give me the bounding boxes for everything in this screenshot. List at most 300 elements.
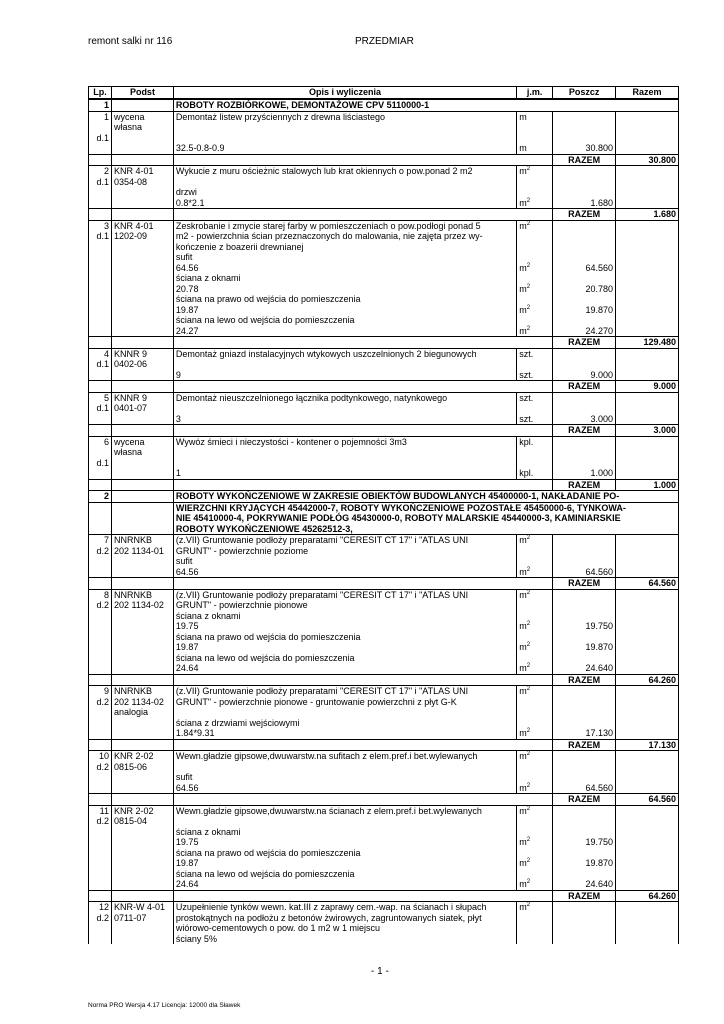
calc-row — [89, 252, 679, 263]
poszcz-value — [553, 632, 616, 643]
position-podst — [111, 783, 173, 794]
calc-row — [89, 718, 679, 729]
poszcz-cell — [553, 697, 616, 708]
position-description: wiórowo-cementowych o pow. do 1 m2 w 1 miejscu — [173, 923, 516, 934]
unit-cell — [517, 632, 553, 643]
calc-text: 0.8*2.1 — [173, 198, 516, 209]
razem-cell — [616, 252, 679, 263]
position-lp — [89, 263, 112, 274]
position-podst — [111, 739, 173, 751]
position-podst — [111, 578, 173, 590]
razem-label: RAZEM — [553, 337, 616, 349]
position-podst — [111, 848, 173, 859]
poszcz-cell — [553, 242, 616, 253]
razem-cell — [616, 273, 679, 284]
razem-cell — [616, 751, 679, 762]
position-row — [89, 231, 679, 242]
calc-text: ściana na prawo od wejścia do pomieszczenia — [173, 632, 516, 643]
section-row — [89, 99, 679, 111]
razem-cell — [616, 913, 679, 924]
section-row — [89, 491, 679, 503]
razem-cell — [616, 869, 679, 880]
position-lp — [89, 783, 112, 794]
calc-text: ściana na lewo od wejścia do pomieszczenia — [173, 869, 516, 880]
poszcz-value: 19.870 — [553, 305, 616, 316]
position-row — [89, 600, 679, 611]
position-podst — [111, 414, 173, 425]
razem-row — [89, 794, 679, 806]
unit-cell — [517, 458, 553, 469]
document-title: PRZEDMIAR — [355, 36, 414, 47]
calc-text: ściana z oknami — [173, 273, 516, 284]
position-podst: NNRNKB — [111, 589, 173, 600]
unit-cell: $m^2$ — [517, 751, 553, 762]
col-header-podst: Podst — [111, 87, 173, 100]
razem-cell — [616, 187, 679, 198]
calc-text: sufit — [173, 252, 516, 263]
razem-cell — [616, 359, 679, 370]
razem-cell — [616, 305, 679, 316]
poszcz-cell — [553, 458, 616, 469]
position-lp: 4 — [89, 348, 112, 359]
position-podst — [111, 198, 173, 209]
position-description: Demontaż listew przyściennych z drewna liściastego — [173, 111, 516, 133]
section-row — [89, 502, 679, 513]
position-lp — [89, 567, 112, 578]
position-description: prostokątnych na podłożu z betonów żwirowych, zagruntowanych siatek, płyt — [173, 913, 516, 924]
position-lp: 8 — [89, 589, 112, 600]
razem-cell — [616, 902, 679, 913]
razem-cell — [616, 546, 679, 557]
position-lp — [89, 869, 112, 880]
razem-row — [89, 209, 679, 221]
calc-row — [89, 187, 679, 198]
unit-cell: szt. — [517, 370, 553, 381]
position-podst: KNR 4-01 — [111, 166, 173, 177]
position-podst: NNRNKB — [111, 686, 173, 697]
unit-cell: $m^2$ — [517, 858, 553, 869]
poszcz-cell — [553, 816, 616, 827]
unit-cell — [517, 315, 553, 326]
position-row — [89, 686, 679, 697]
position-lp: d.1 — [89, 359, 112, 370]
position-description: (z.VII) Gruntowanie podłoży preparatami "CERESIT CT 17" i "ATLAS UNI — [173, 535, 516, 546]
poszcz-value — [553, 848, 616, 859]
unit-cell: $m^2$ — [517, 783, 553, 794]
poszcz-cell — [553, 589, 616, 600]
unit-cell: $m^2$ — [517, 686, 553, 697]
position-podst: KNNR 9 — [111, 392, 173, 403]
poszcz-cell — [553, 762, 616, 773]
poszcz-value — [553, 187, 616, 198]
unit-cell: $m^2$ — [517, 589, 553, 600]
position-description: Wykucie z muru ościeżnic stalowych lub krat okiennych o pow.ponad 2 m2 — [173, 166, 516, 177]
section-title: WIERZCHNI KRYJĄCYCH 45442000-7, ROBOTY WYKOŃCZENIOWE POZOSTAŁE 45450000-6, TYNKOWA- — [173, 502, 678, 513]
razem-row — [89, 381, 679, 393]
poszcz-value: 19.750 — [553, 621, 616, 632]
unit-cell: $m^2$ — [517, 305, 553, 316]
position-podst — [111, 242, 173, 253]
position-description — [173, 209, 552, 221]
document-header-left: remont salki nr 116 — [88, 36, 173, 47]
calc-text: ściana na lewo od wejścia do pomieszczenia — [173, 653, 516, 664]
position-row — [89, 348, 679, 359]
razem-row — [89, 890, 679, 902]
position-lp — [89, 728, 112, 739]
calc-row — [89, 772, 679, 783]
razem-label: RAZEM — [553, 154, 616, 166]
unit-cell: $m^2$ — [517, 198, 553, 209]
position-podst — [111, 837, 173, 848]
position-lp — [89, 934, 112, 945]
unit-cell: szt. — [517, 392, 553, 403]
poszcz-cell — [553, 177, 616, 188]
section-title: ROBOTY ROZBIÓRKOWE, DEMONTAŻOWE CPV 5110000-1 — [173, 99, 678, 111]
unit-cell — [517, 600, 553, 611]
razem-cell — [616, 468, 679, 479]
position-podst — [111, 611, 173, 622]
unit-cell — [517, 611, 553, 622]
razem-cell — [616, 772, 679, 783]
razem-cell — [616, 923, 679, 934]
position-podst: 0354-08 — [111, 177, 173, 188]
position-description: kończenie z boazerii drewnianej — [173, 242, 516, 253]
position-podst: 0815-06 — [111, 762, 173, 773]
position-lp: 9 — [89, 686, 112, 697]
razem-cell — [616, 837, 679, 848]
calc-text: 1.84*9.31 — [173, 728, 516, 739]
unit-cell — [517, 177, 553, 188]
poszcz-value: 64.560 — [553, 263, 616, 274]
position-description — [173, 154, 552, 166]
position-lp — [89, 772, 112, 783]
razem-row — [89, 337, 679, 349]
calc-row — [89, 414, 679, 425]
col-header-poszcz: Poszcz — [553, 87, 616, 100]
position-podst — [111, 154, 173, 166]
position-lp — [89, 858, 112, 869]
poszcz-cell — [553, 133, 616, 144]
razem-label: RAZEM — [553, 890, 616, 902]
calc-text: 19.87 — [173, 305, 516, 316]
position-row — [89, 923, 679, 934]
section-number — [89, 502, 112, 513]
poszcz-value — [553, 772, 616, 783]
unit-cell — [517, 923, 553, 934]
position-row — [89, 707, 679, 718]
position-podst — [111, 567, 173, 578]
col-header-jm: j.m. — [517, 87, 553, 100]
position-lp — [89, 305, 112, 316]
position-description — [173, 816, 516, 827]
position-lp — [89, 198, 112, 209]
unit-cell: $m^2$ — [517, 642, 553, 653]
razem-row — [89, 425, 679, 437]
position-description — [173, 739, 552, 751]
position-podst — [111, 294, 173, 305]
position-lp — [89, 653, 112, 664]
position-lp — [89, 326, 112, 337]
unit-cell: $m^2$ — [517, 567, 553, 578]
unit-cell: kpl. — [517, 436, 553, 458]
position-lp: d.2 — [89, 546, 112, 557]
col-header-lp: Lp. — [89, 87, 112, 100]
razem-cell — [616, 263, 679, 274]
calc-text: ściana na prawo od wejścia do pomieszczenia — [173, 848, 516, 859]
razem-cell — [616, 436, 679, 458]
razem-value: 64.560 — [616, 794, 679, 806]
calc-text: 64.56 — [173, 567, 516, 578]
position-description — [173, 794, 552, 806]
razem-cell — [616, 220, 679, 231]
position-description — [173, 674, 552, 686]
razem-cell — [616, 934, 679, 945]
position-lp: 6 — [89, 436, 112, 458]
position-podst — [111, 305, 173, 316]
unit-cell — [517, 707, 553, 718]
position-lp: 5 — [89, 392, 112, 403]
razem-cell — [616, 414, 679, 425]
position-lp: d.2 — [89, 913, 112, 924]
unit-cell: $m^2$ — [517, 621, 553, 632]
calc-text: ściany 5% — [173, 934, 516, 945]
position-lp: 2 — [89, 166, 112, 177]
position-row — [89, 546, 679, 557]
position-lp — [89, 890, 112, 902]
poszcz-cell — [553, 923, 616, 934]
poszcz-value: 1.680 — [553, 198, 616, 209]
unit-cell — [517, 403, 553, 414]
calc-row — [89, 827, 679, 838]
razem-cell — [616, 403, 679, 414]
page-number: - 1 - — [371, 966, 389, 977]
position-podst: KNR 2-02 — [111, 751, 173, 762]
position-podst — [111, 858, 173, 869]
position-lp — [89, 632, 112, 643]
section-podst-cell — [111, 524, 173, 535]
razem-cell — [616, 284, 679, 295]
razem-value: 64.260 — [616, 674, 679, 686]
position-lp — [89, 556, 112, 567]
razem-cell — [616, 600, 679, 611]
position-lp — [89, 578, 112, 590]
unit-cell: $m^2$ — [517, 663, 553, 674]
position-row — [89, 242, 679, 253]
unit-cell: $m^2$ — [517, 263, 553, 274]
razem-cell — [616, 663, 679, 674]
position-podst — [111, 458, 173, 469]
poszcz-cell — [553, 913, 616, 924]
razem-cell — [616, 111, 679, 133]
calc-text: 24.64 — [173, 879, 516, 890]
position-description: (z.VII) Gruntowanie podłoży preparatami "CERESIT CT 17" i "ATLAS UNI — [173, 589, 516, 600]
position-lp — [89, 739, 112, 751]
position-podst — [111, 263, 173, 274]
position-podst: KNR 4-01 — [111, 220, 173, 231]
calc-text: 3 — [173, 414, 516, 425]
razem-cell — [616, 392, 679, 403]
calc-row — [89, 468, 679, 479]
position-lp — [89, 414, 112, 425]
position-row — [89, 403, 679, 414]
position-podst: KNNR 9 — [111, 348, 173, 359]
calc-row — [89, 370, 679, 381]
unit-cell: $m^2$ — [517, 220, 553, 231]
poszcz-value — [553, 273, 616, 284]
position-podst — [111, 284, 173, 295]
poszcz-value — [553, 827, 616, 838]
calc-row — [89, 783, 679, 794]
position-description — [173, 381, 552, 393]
calc-row — [89, 663, 679, 674]
calc-row — [89, 837, 679, 848]
razem-cell — [616, 198, 679, 209]
position-lp — [89, 879, 112, 890]
position-lp — [89, 707, 112, 718]
position-podst — [111, 653, 173, 664]
position-podst: wycena własna — [111, 436, 173, 458]
section-number: 2 — [89, 491, 112, 503]
position-lp: d.1 — [89, 458, 112, 469]
position-lp — [89, 252, 112, 263]
poszcz-cell — [553, 403, 616, 414]
razem-cell — [616, 621, 679, 632]
razem-cell — [616, 879, 679, 890]
position-lp — [89, 663, 112, 674]
calc-row — [89, 653, 679, 664]
position-podst — [111, 827, 173, 838]
poszcz-value: 19.870 — [553, 858, 616, 869]
poszcz-cell — [553, 166, 616, 177]
position-row — [89, 902, 679, 913]
position-row — [89, 458, 679, 469]
calc-text: drzwi — [173, 187, 516, 198]
table-header-row — [89, 87, 679, 100]
section-title: ROBOTY WYKOŃCZENIOWE 45262512-3, — [173, 524, 678, 535]
poszcz-value: 24.640 — [553, 663, 616, 674]
razem-cell — [616, 858, 679, 869]
position-podst — [111, 674, 173, 686]
position-podst — [111, 187, 173, 198]
razem-cell — [616, 632, 679, 643]
razem-row — [89, 154, 679, 166]
razem-label: RAZEM — [553, 739, 616, 751]
position-lp: d.1 — [89, 177, 112, 188]
calc-row — [89, 556, 679, 567]
position-description: m2 - powierzchnia ścian przeznaczonych do malowania, nie zajęta przez wy- — [173, 231, 516, 242]
calc-text: ściana na prawo od wejścia do pomieszczenia — [173, 294, 516, 305]
poszcz-value — [553, 653, 616, 664]
calc-text: ściana na lewo od wejścia do pomieszczenia — [173, 315, 516, 326]
calc-row — [89, 273, 679, 284]
bill-of-quantities-table — [88, 86, 679, 944]
razem-cell — [616, 231, 679, 242]
poszcz-value — [553, 315, 616, 326]
position-podst — [111, 252, 173, 263]
position-lp — [89, 794, 112, 806]
unit-cell: $m^2$ — [517, 535, 553, 546]
position-row — [89, 220, 679, 231]
poszcz-value: 24.640 — [553, 879, 616, 890]
calc-row — [89, 632, 679, 643]
position-lp — [89, 242, 112, 253]
unit-cell — [517, 653, 553, 664]
poszcz-cell — [553, 546, 616, 557]
razem-cell — [616, 611, 679, 622]
poszcz-cell — [553, 751, 616, 762]
position-row — [89, 697, 679, 708]
razem-cell — [616, 653, 679, 664]
position-lp — [89, 284, 112, 295]
razem-cell — [616, 242, 679, 253]
calc-text: 19.87 — [173, 642, 516, 653]
poszcz-cell — [553, 600, 616, 611]
position-lp — [89, 479, 112, 491]
position-podst: 0815-04 — [111, 816, 173, 827]
razem-cell — [616, 762, 679, 773]
unit-cell: $m^2$ — [517, 326, 553, 337]
calc-text: 19.75 — [173, 837, 516, 848]
calc-row — [89, 143, 679, 154]
poszcz-cell — [553, 111, 616, 133]
unit-cell — [517, 294, 553, 305]
position-description — [173, 177, 516, 188]
unit-cell — [517, 827, 553, 838]
position-podst: 1202-09 — [111, 231, 173, 242]
razem-label: RAZEM — [553, 479, 616, 491]
position-podst: 202 1134-01 — [111, 546, 173, 557]
razem-cell — [616, 556, 679, 567]
position-lp: d.2 — [89, 600, 112, 611]
position-row — [89, 359, 679, 370]
razem-cell — [616, 783, 679, 794]
unit-cell: $m^2$ — [517, 166, 553, 177]
unit-cell — [517, 556, 553, 567]
position-podst — [111, 923, 173, 934]
position-description: GRUNT" - powierzchnie pionowe — [173, 600, 516, 611]
razem-label: RAZEM — [553, 209, 616, 221]
calc-row — [89, 263, 679, 274]
calc-text: 9 — [173, 370, 516, 381]
razem-cell — [616, 177, 679, 188]
unit-cell — [517, 848, 553, 859]
unit-cell: szt. — [517, 348, 553, 359]
position-description — [173, 425, 552, 437]
unit-cell — [517, 697, 553, 708]
razem-cell — [616, 294, 679, 305]
calc-row — [89, 198, 679, 209]
unit-cell — [517, 187, 553, 198]
section-podst-cell — [111, 513, 173, 524]
razem-value: 30.800 — [616, 154, 679, 166]
unit-cell: $m^2$ — [517, 284, 553, 295]
razem-value: 64.560 — [616, 578, 679, 590]
section-number — [89, 524, 112, 535]
calc-text: sufit — [173, 772, 516, 783]
razem-value: 17.130 — [616, 739, 679, 751]
position-podst — [111, 381, 173, 393]
unit-cell: $m^2$ — [517, 837, 553, 848]
calc-text: 24.27 — [173, 326, 516, 337]
unit-cell: $m^2$ — [517, 902, 553, 913]
calc-row — [89, 728, 679, 739]
position-row — [89, 805, 679, 816]
poszcz-cell — [553, 231, 616, 242]
position-row — [89, 177, 679, 188]
position-podst — [111, 879, 173, 890]
position-description: GRUNT" - powierzchnie poziome — [173, 546, 516, 557]
position-podst — [111, 326, 173, 337]
